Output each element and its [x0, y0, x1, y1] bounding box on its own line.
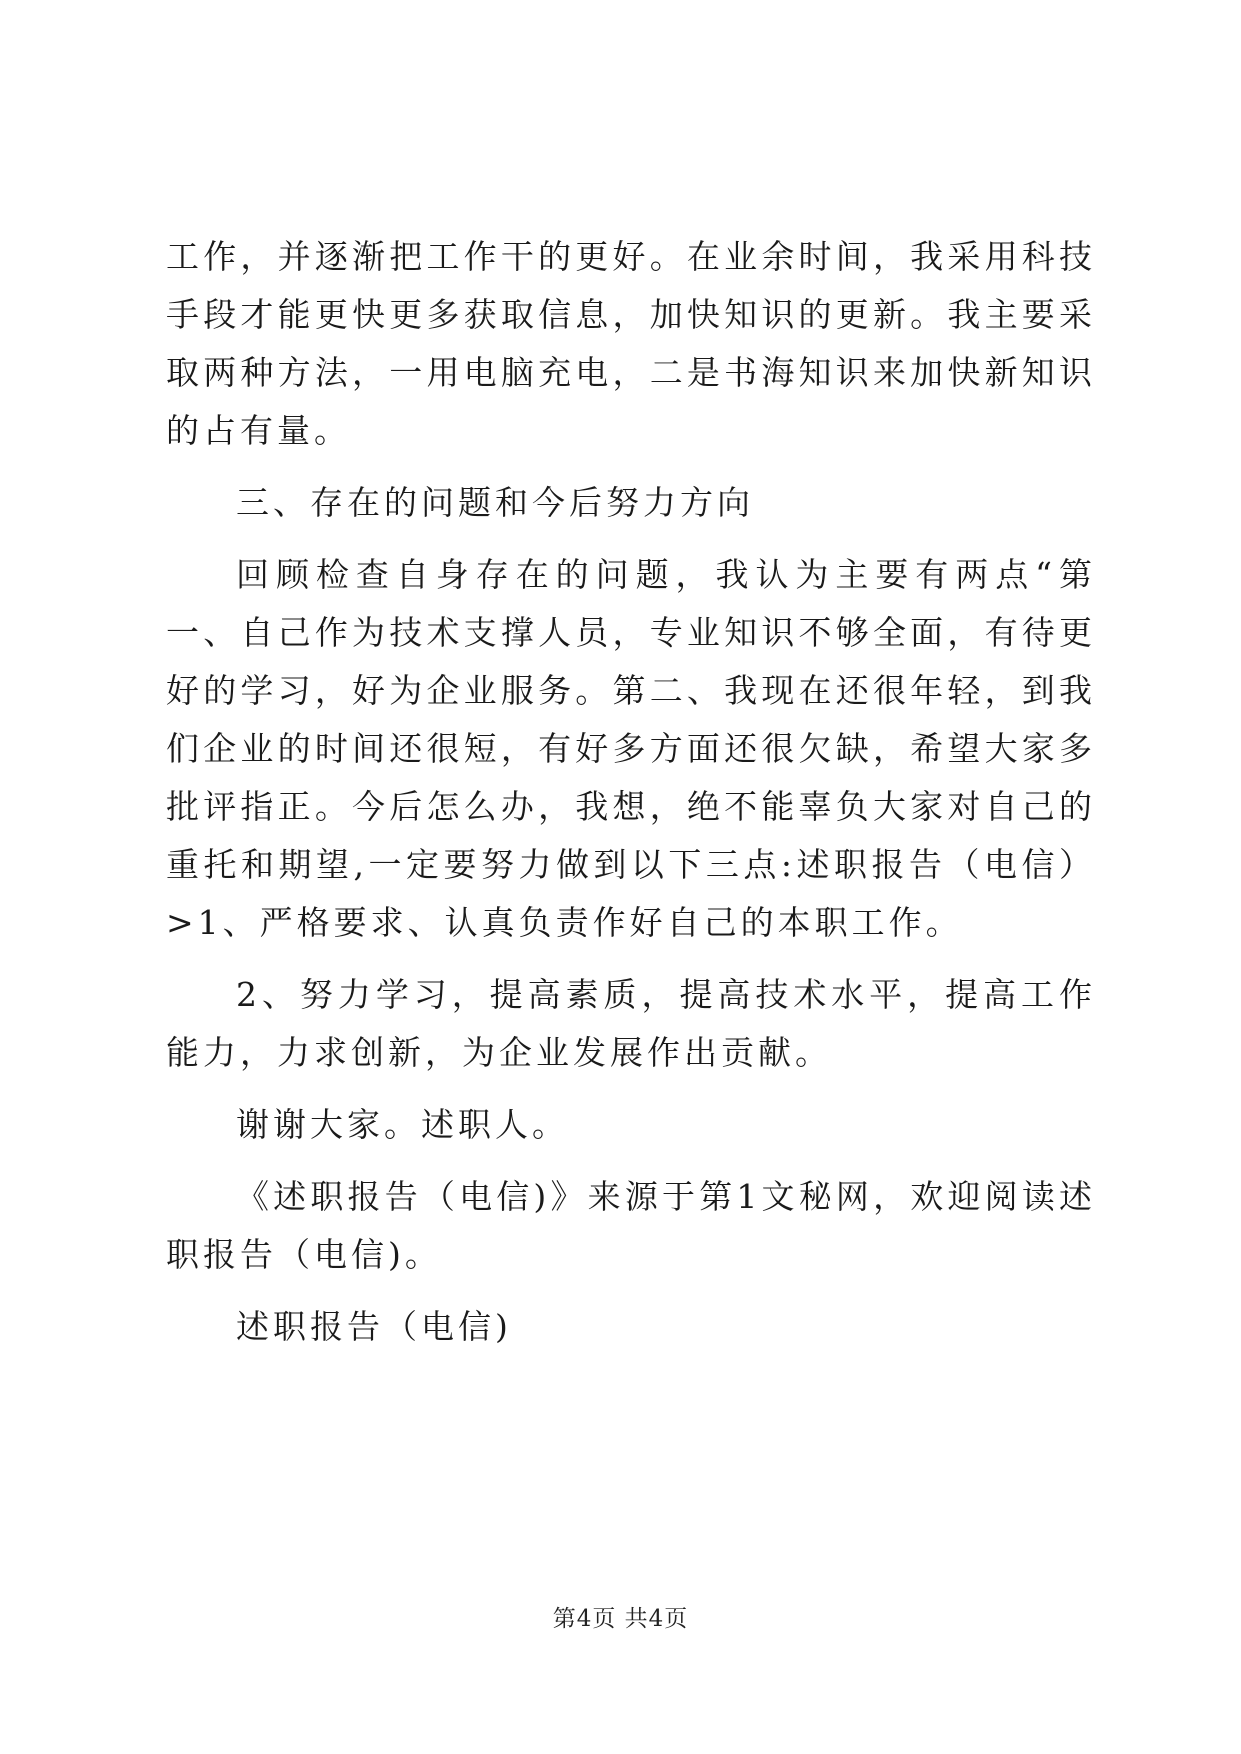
- paragraph-thanks: 谢谢大家。述职人。: [236, 1105, 569, 1144]
- paragraph-point-2: 2、努力学习，提高素质，提高技术水平，提高工作能力，力求创新，为企业发展作出贡献。: [166, 975, 1096, 1072]
- paragraph-continuation: 工作，并逐渐把工作干的更好。在业余时间，我采用科技手段才能更快更多获取信息，加快知识的更新。我主要采取两种方法，一用电脑充电，二是书海知识来加快新知识的占有量。: [166, 237, 1096, 450]
- page-footer: 第4页 共4页: [552, 1606, 689, 1632]
- section-heading: 三、存在的问题和今后努力方向: [236, 483, 754, 522]
- paragraph-title-repeat: 述职报告（电信): [236, 1307, 512, 1346]
- paragraph-problems: 回顾检查自身存在的问题，我认为主要有两点“第一、自己作为技术支撑人员，专业知识不够全面，有待更好的学习，好为企业服务。第二、我现在还很年轻，到我们企业的时间还很短，有好多方面还很欠缺，希望大家多批评指正。今后怎么办，我想，绝不能辜负大家对自己的重托和期望,一定要努力做到以下三点:述职报告（电信）>1、严格要求、认真负责作好自己的本职工作。: [166, 555, 1096, 942]
- paragraph-source: 《述职报告（电信)》来源于第1文秘网，欢迎阅读述职报告（电信)。: [166, 1177, 1096, 1274]
- document-body: [166, 228, 1096, 1356]
